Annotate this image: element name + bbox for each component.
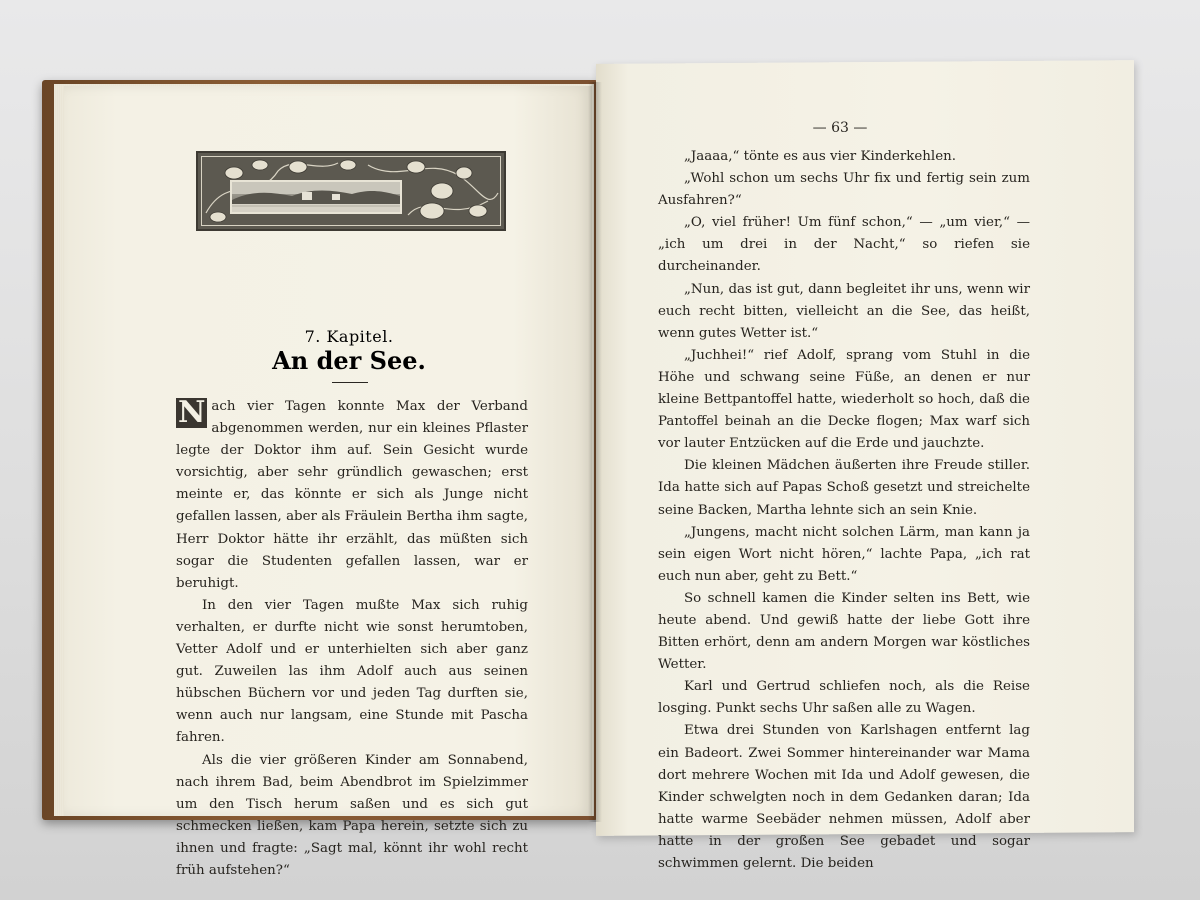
chapter-title: An der See. (272, 346, 426, 375)
paragraph: Etwa drei Stunden von Karlshagen entfernt lag ein Badeort. Zwei Sommer hintereinander war Mama dort mehrere Wochen mit Ida und Adolf gewesen, die Kinder schwelgten noch in dem Gedanken daran; Ida hatte warme Seebäder nehmen müssen, Adolf aber hatte in der großen See gebadet und sogar schwimmen gelernt. Die beiden (658, 723, 1030, 871)
paragraph (176, 396, 528, 595)
landscape-scene-icon (230, 180, 402, 214)
paragraph: „Nun, das ist gut, dann begleitet ihr uns, wenn wir euch recht bitten, vielleicht an die See, das heißt, wenn gutes Wetter ist.“ (658, 281, 1030, 341)
paragraph: In den vier Tagen mußte Max sich ruhig verhalten, er durfte nicht wie sonst herumtoben, Vetter Adolf und er unterhielten sich aber ganz gut. Zuweilen las ihm Adolf auch aus seinen hübschen Büchern vor und jeden Tag durften sie, wenn auch nur langsam, eine Stunde mit Pascha fahren. (176, 597, 528, 746)
title-rule (332, 382, 368, 383)
paragraph: Die kleinen Mädchen äußerten ihre Freude stiller. Ida hatte sich auf Papas Schoß gesetzt und streichelte seine Backen, Martha lehnte sich an sein Knie. (658, 458, 1030, 518)
paragraph: „Wohl schon um sechs Uhr fix und fertig sein zum Ausfahren?“ (658, 171, 1030, 209)
left-page-text (176, 396, 528, 882)
paragraph: „Juchhei!“ rief Adolf, sprang vom Stuhl in die Höhe und schwang seine Füße, an denen er nur kleine Bettpantoffel hatte, wiederholt so hoch, daß die Pantoffel beinah an die Decke flogen; Max warf sich vor lauter Entzücken auf die Erde und jauchzte. (658, 347, 1030, 452)
paragraph-text: ach vier Tagen konnte Max der Verband abgenommen werden, nur ein kleines Pflaster legte der Doktor ihm auf. Sein Gesicht wurde vorsichtig, aber sehr gründlich gewaschen; erst meinte er, das könnte er sich als Junge nicht gefallen lassen, aber als Fräulein Bertha ihm sagte, Herr Doktor hätte ihr erzählt, das müßten sich sogar die Studenten gefallen lassen, war er beruhigt. (176, 399, 528, 591)
paragraph: So schnell kamen die Kinder selten ins Bett, wie heute abend. Und gewiß hatte der liebe Gott ihre Bitten erhört, denn am andern Morgen war köstliches Wetter. (658, 590, 1030, 673)
drop-cap: N (178, 395, 206, 430)
paragraph: „O, viel früher! Um fünf schon,“ — „um vier,“ — „ich um drei in der Nacht,“ so riefen sie durcheinander. (658, 215, 1030, 275)
page-number: — 63 — (812, 120, 868, 136)
paragraph: „Jungens, macht nicht solchen Lärm, man kann ja sein eigen Wort nicht hören,“ lachte Papa, „ich rat euch nun aber, geht zu Bett.“ (658, 524, 1030, 584)
paragraph: Als die vier größeren Kinder am Sonnabend, nach ihrem Bad, beim Abendbrot im Spielzimmer um den Tisch herum saßen und es sich gut schmecken ließen, kam Papa herein, setzte sich zu ihnen und fragte: „Sagt mal, könnt ihr wohl recht früh aufstehen?“ (176, 752, 528, 878)
chapter-number: 7. Kapitel. (304, 327, 394, 346)
chapter-vignette-illustration (196, 151, 506, 231)
paragraph: Karl und Gertrud schliefen noch, als die Reise losging. Punkt sechs Uhr saßen alle zu Wagen. (658, 679, 1030, 717)
book-gutter (588, 82, 602, 822)
right-page-text (658, 146, 1030, 875)
paragraph: „Jaaaa,“ tönte es aus vier Kinderkehlen. (684, 149, 957, 164)
